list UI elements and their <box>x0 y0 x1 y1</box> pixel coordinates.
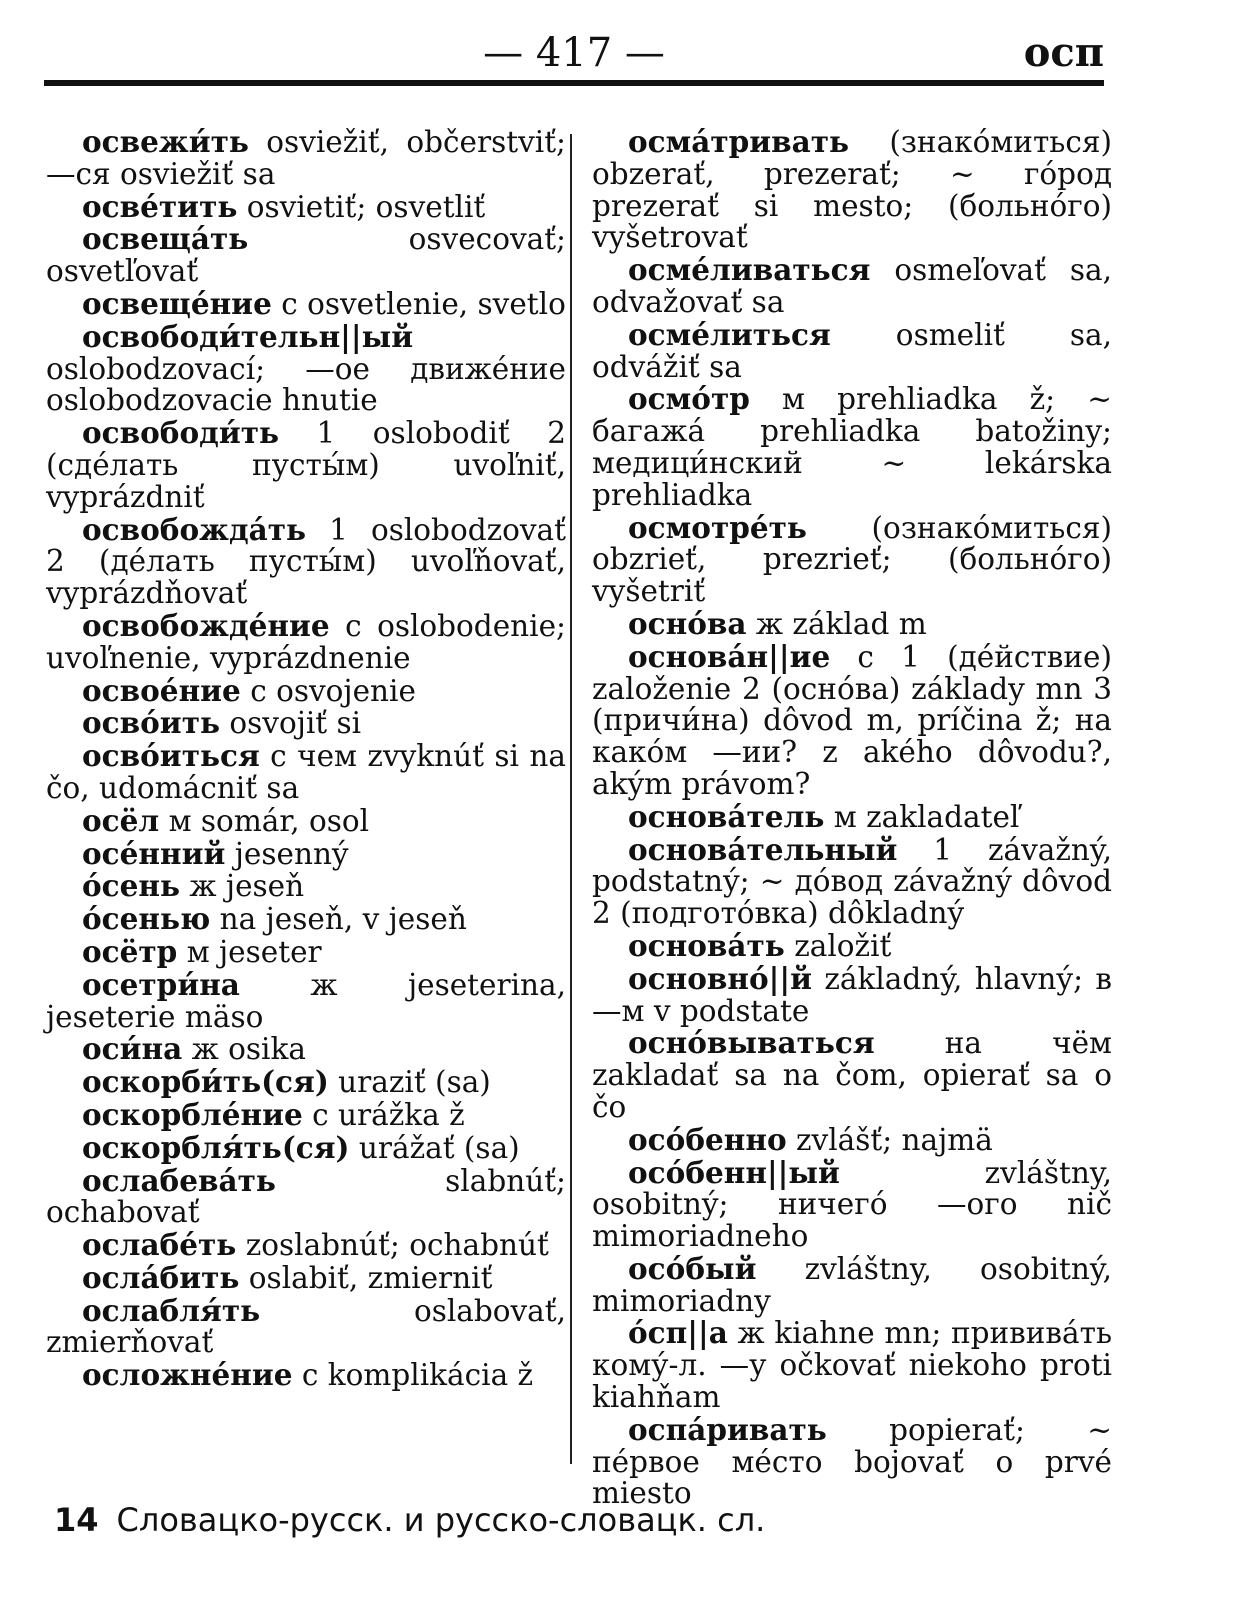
definition: ж základ m <box>746 606 927 641</box>
definition: na jeseň, v jeseň <box>210 902 467 937</box>
dictionary-entry <box>592 509 1112 609</box>
signature-mark: 14 <box>54 1501 99 1539</box>
dictionary-entry <box>592 1411 1112 1511</box>
headword: осмотре́ть <box>628 509 807 545</box>
definition: м prehliadka ž; ~ багажа́ prehliadka batožiny; медици́нский ~ lekárska prehliadka <box>592 382 1112 512</box>
dictionary-entry <box>46 802 566 838</box>
definition: 1 závažný, podstatný; ~ до́вод závažný dôvod 2 (подгото́вка) dôkladný <box>592 832 1112 931</box>
dictionary-entry <box>592 798 1112 834</box>
dictionary-entry <box>592 831 1112 931</box>
header-rule <box>44 80 1104 86</box>
definition: с 1 (де́йствие) založenie 2 (осно́ва) základy mn 3 (причи́на) dôvod m, príčina ž; на како́м —ии? z akého dôvodu?, akým právom? <box>592 639 1112 801</box>
dictionary-entry <box>592 1250 1112 1318</box>
dictionary-entry <box>46 835 566 871</box>
definition: 1 oslobodiť 2 (сде́лать пусты́м) uvoľniť, vyprázdniť <box>46 416 566 514</box>
definition: popierať; ~ пе́рвое ме́сто bojovať o prvé miesto <box>592 1412 1112 1511</box>
definition: (ознако́миться) obzrieť, prezrieť; (больно́го) vyšetriť <box>592 510 1112 609</box>
dictionary-entry <box>46 870 566 903</box>
definition: oslabiť, zmierniť <box>239 1260 493 1295</box>
definition: м jeseter <box>177 934 322 969</box>
dictionary-entry <box>592 638 1112 801</box>
guide-word: осп <box>1023 29 1104 76</box>
headword: осме́ливаться <box>628 252 871 288</box>
dictionary-entry <box>592 927 1112 963</box>
dictionary-entry <box>46 607 566 675</box>
headword: осво́ить <box>82 705 220 741</box>
dictionary-entry <box>46 966 566 1034</box>
headword: осла́бить <box>82 1259 240 1295</box>
headword: основа́тельный <box>628 831 898 867</box>
dictionary-entry <box>592 605 1112 641</box>
dictionary-entry <box>592 1154 1112 1254</box>
headword: ослабля́ть <box>82 1292 261 1328</box>
headword: осо́бый <box>628 1250 757 1286</box>
dictionary-entry <box>592 126 1112 254</box>
headword: осме́литься <box>628 316 831 352</box>
dictionary-entry <box>592 316 1112 384</box>
headword: осве́тить <box>82 188 238 224</box>
dictionary-entry <box>46 285 566 321</box>
headword: освое́ние <box>82 672 241 708</box>
headword: основа́ть <box>628 927 785 963</box>
dictionary-entry <box>592 1317 1112 1413</box>
headword: ослабе́ть <box>82 1227 237 1263</box>
dictionary-entry <box>46 1229 566 1262</box>
dictionary-entry <box>592 1121 1112 1157</box>
definition: osmeľovať sa, odvažovať sa <box>592 253 1112 319</box>
definition: ж jeseterina, jeseterie mäso <box>46 967 566 1034</box>
headword: осно́вываться <box>628 1025 875 1061</box>
dictionary-entry <box>46 1129 566 1165</box>
headword: осно́ва <box>628 605 747 641</box>
dictionary-entry <box>46 707 566 740</box>
headword: осво́иться <box>82 738 260 774</box>
dictionary-entry <box>592 383 1112 511</box>
headword: осма́тривать <box>628 124 850 159</box>
headword: осо́бенно <box>628 1121 787 1157</box>
headword: освобожда́ть <box>82 511 307 547</box>
definition: м somár, osol <box>159 803 370 838</box>
headword: оскорбле́ние <box>82 1096 303 1132</box>
dictionary-entry <box>46 740 566 805</box>
definition: с osvojenie <box>240 673 416 708</box>
headword: основа́тель <box>628 798 825 834</box>
definition: osmeliť sa, odvážiť sa <box>592 317 1112 384</box>
definition: zvláštny, osobitný; ничего́ —ого nič mimoriadneho <box>592 1155 1112 1254</box>
dictionary-entry <box>46 933 566 969</box>
headword: освежи́ть <box>82 124 249 159</box>
definition: 1 oslobodzovať 2 (де́лать пусты́м) uvoľňovať, vyprázdňovať <box>46 512 566 611</box>
headword: осетри́на <box>82 966 240 1002</box>
dictionary-entry <box>46 1259 566 1295</box>
dictionary-entry <box>46 903 566 936</box>
dictionary-entry <box>46 318 566 418</box>
definition: osvojiť si <box>220 706 362 741</box>
definition: oslabovať, zmierňovať <box>46 1293 566 1360</box>
definition: jesenný <box>225 836 349 871</box>
dictionary-entry <box>46 1033 566 1066</box>
dictionary-entry <box>46 223 566 288</box>
definition: zvláštny, osobitný, mimoriadny <box>592 1251 1112 1318</box>
definition: на чём zakladať sa na čom, opierať sa o čo <box>592 1026 1112 1124</box>
dictionary-entry <box>592 254 1112 319</box>
dictionary-entry <box>592 1027 1112 1123</box>
dictionary-entry <box>46 126 566 191</box>
right-column <box>592 126 1112 1510</box>
definition: ж osika <box>182 1032 306 1067</box>
definition: založiť <box>784 928 892 963</box>
definition: osvecovať; osvetľovať <box>46 222 566 289</box>
headword: осо́бенн||ый <box>628 1154 840 1190</box>
footer-title: Словацко-русск. и русско-словацк. сл. <box>116 1501 766 1539</box>
headword: осложне́ние <box>82 1357 293 1393</box>
dictionary-entry <box>592 960 1112 1028</box>
definition: osviežiť, občerstviť; —ся osviežiť sa <box>46 125 566 191</box>
headword: освободи́тельн||ый <box>82 318 414 354</box>
dictionary-entry <box>46 1066 566 1099</box>
definition: с чем zvyknúť si na čo, udomácniť sa <box>46 739 566 805</box>
definition: с oslobodenie; uvoľnenie, vyprázdnenie <box>46 608 566 675</box>
headword: оспа́ривать <box>628 1411 827 1447</box>
definition: с osvetlenie, svetlo <box>271 286 566 321</box>
headword: оси́на <box>82 1031 183 1067</box>
headword: осёл <box>82 802 160 838</box>
definition: (знако́миться) obzerať, prezerať; ~ го́род prezerať si mesto; (больно́го) vyšetrovať <box>592 125 1112 255</box>
headword: основа́н||ие <box>628 638 831 674</box>
definition: oslobodzovací; —ое движе́ние oslobodzovacie hnutie <box>46 351 566 418</box>
headword: освобожде́ние <box>82 607 330 643</box>
definition: základný, hlavný; в —м v podstate <box>592 961 1112 1028</box>
left-column <box>46 126 566 1392</box>
page-number: — 417 — <box>483 30 665 76</box>
definition: osvietiť; osvetliť <box>237 189 486 224</box>
definition: с urážka ž <box>302 1097 465 1132</box>
page-footer <box>54 1500 765 1540</box>
headword: оскорби́ть(ся) <box>82 1064 329 1100</box>
headword: освеща́ть <box>82 221 249 257</box>
headword: оскорбля́ть(ся) <box>82 1129 350 1165</box>
headword: о́сп||а <box>628 1315 728 1351</box>
headword: осе́нний <box>82 835 226 871</box>
definition: м zakladateľ <box>824 799 1020 834</box>
headword: осмо́тр <box>628 381 750 417</box>
headword: основно́||й <box>628 960 813 996</box>
headword: о́сенью <box>82 901 211 937</box>
definition: slabnúť; ochabovať <box>46 1163 566 1230</box>
definition: ж kiahne mn; привива́ть кому́-л. —у očkovať niekoho proti kiahňam <box>592 1316 1112 1415</box>
definition: zvlášť; najmä <box>786 1122 993 1157</box>
dictionary-entry <box>46 1359 566 1392</box>
dictionary-entry <box>46 188 566 224</box>
dictionary-entry <box>46 1162 566 1230</box>
headword: ослабева́ть <box>82 1162 276 1198</box>
dictionary-entry <box>46 1096 566 1132</box>
dictionary-entry <box>46 1292 566 1360</box>
headword: освободи́ть <box>82 415 280 451</box>
headword: освеще́ние <box>82 285 272 321</box>
definition: с komplikácia ž <box>292 1358 534 1393</box>
headword: о́сень <box>82 868 181 904</box>
definition: zoslabnúť; ochabnúť <box>236 1228 549 1263</box>
dictionary-entry <box>46 672 566 708</box>
column-divider <box>570 134 572 1464</box>
definition: uraziť (sa) <box>328 1065 491 1100</box>
definition: ж jeseň <box>180 869 305 904</box>
headword: осётр <box>82 933 178 969</box>
dictionary-entry <box>46 511 566 611</box>
dictionary-entry <box>46 417 566 513</box>
definition: urážať (sa) <box>349 1130 520 1165</box>
page-header <box>44 28 1104 78</box>
